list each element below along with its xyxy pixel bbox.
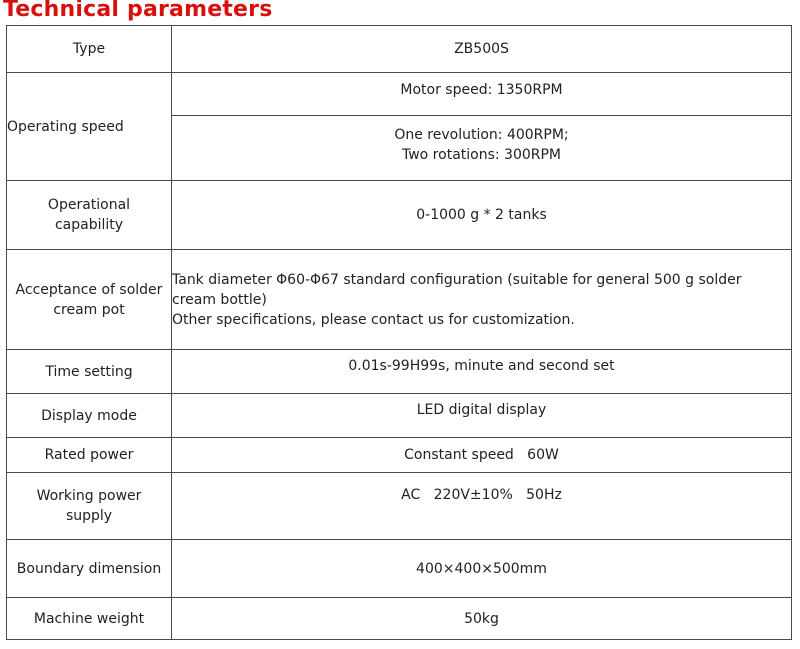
page-title: Technical parameters [3, 0, 273, 22]
acceptance-label-line1: Acceptance of solder [15, 281, 163, 298]
capability-label-line1: Operational [47, 197, 131, 213]
dimension-label: Boundary dimension [7, 540, 172, 598]
machine-weight-value: 50kg [172, 598, 792, 640]
display-mode-label: Display mode [7, 394, 172, 438]
acceptance-value [172, 250, 792, 350]
table-row-rated-power [7, 438, 792, 473]
dimension-value: 400×400×500mm [172, 540, 792, 598]
operating-speed-value [172, 73, 792, 181]
acceptance-line2: cream bottle) [172, 292, 267, 308]
display-mode-value: LED digital display [172, 394, 792, 438]
table-row-type [7, 26, 792, 73]
power-supply-label-line2: supply [65, 508, 113, 524]
power-supply-label [7, 473, 172, 540]
rated-power-label: Rated power [7, 438, 172, 473]
table-row-machine-weight [7, 598, 792, 640]
one-revolution-text: One revolution: 400RPM; [394, 127, 569, 143]
motor-speed-cell [172, 73, 791, 115]
power-supply-label-line1: Working power [36, 488, 142, 504]
revolution-cell [172, 115, 791, 180]
table-row-acceptance [7, 250, 792, 350]
two-rotations-text: Two rotations: 300RPM [401, 147, 562, 163]
time-setting-value: 0.01s-99H99s, minute and second set [172, 350, 792, 394]
capability-label [7, 181, 172, 250]
table-row-time-setting [7, 350, 792, 394]
technical-parameters-table [6, 25, 792, 640]
table-row-capability [7, 181, 792, 250]
power-supply-value: AC 220V±10% 50Hz [172, 473, 792, 540]
capability-label-line2: capability [54, 217, 124, 233]
rated-power-value: Constant speed 60W [172, 438, 792, 473]
table-row-operating-speed [7, 73, 792, 181]
table-row-power-supply [7, 473, 792, 540]
acceptance-line3: Other specifications, please contact us for customization. [172, 312, 575, 328]
capability-value: 0-1000 g * 2 tanks [172, 181, 792, 250]
type-value: ZB500S [172, 26, 792, 73]
table-row-dimension [7, 540, 792, 598]
machine-weight-label: Machine weight [7, 598, 172, 640]
acceptance-label [7, 250, 172, 350]
table-row-display-mode [7, 394, 792, 438]
acceptance-line1: Tank diameter Φ60-Φ67 standard configuration (suitable for general 500 g solder [172, 272, 742, 288]
operating-speed-label: Operating speed [7, 73, 172, 181]
acceptance-label-line2: cream pot [53, 301, 125, 318]
type-label: Type [7, 26, 172, 73]
time-setting-label: Time setting [7, 350, 172, 394]
motor-speed-text: Motor speed: 1350RPM [400, 82, 563, 98]
